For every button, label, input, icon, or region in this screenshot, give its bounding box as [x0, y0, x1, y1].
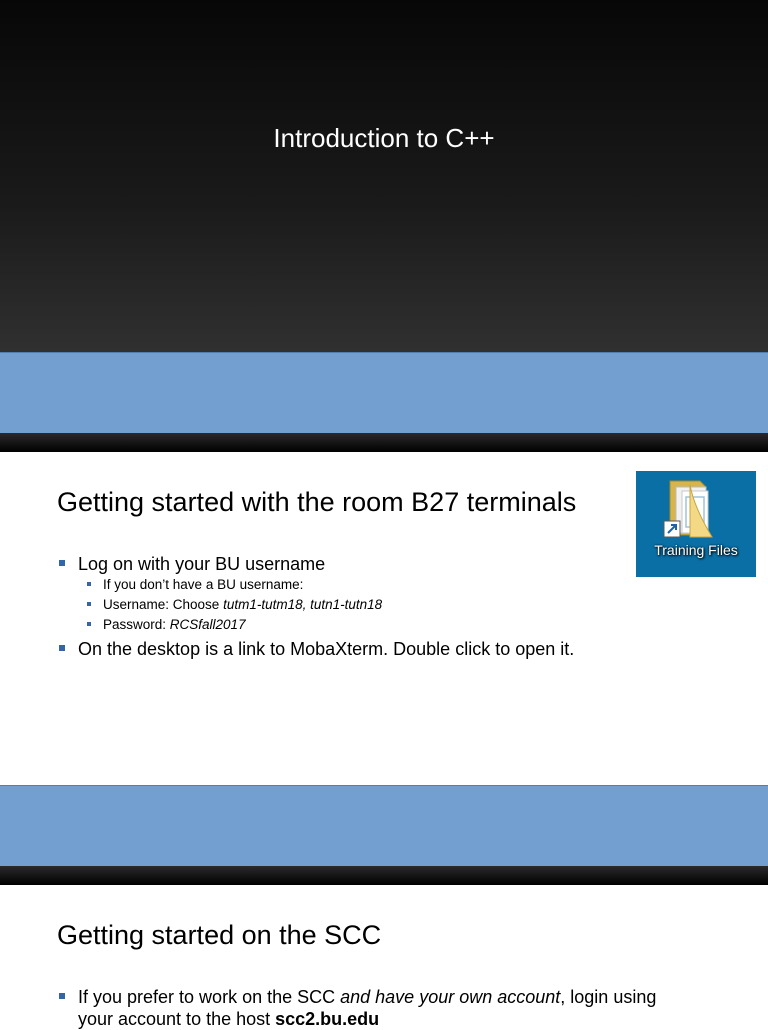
- shortcut-label: Training Files: [654, 542, 738, 558]
- slide-separator: [0, 433, 768, 452]
- list-item: Password: RCSfall2017: [57, 615, 574, 635]
- slide2-title: Getting started with the room B27 terminals: [57, 487, 577, 517]
- list-item: If you don’t have a BU username:: [57, 575, 574, 595]
- training-files-shortcut[interactable]: [636, 471, 756, 577]
- list-item: Log on with your BU username: [57, 553, 574, 575]
- list-item: If you prefer to work on the SCC and have your own account, login using: [57, 986, 656, 1008]
- slide-separator: [0, 866, 768, 885]
- slide3-title: Getting started on the SCC: [57, 920, 382, 950]
- slide2-bullet-list: [57, 553, 574, 660]
- folder-icon: [660, 477, 732, 541]
- slide3-bullet-list: [57, 986, 656, 1030]
- list-item-continuation: your account to the host scc2.bu.edu: [78, 1009, 380, 1029]
- list-item: On the desktop is a link to MobaXterm. Double click to open it.: [57, 638, 574, 660]
- presentation-title: Introduction to C++: [273, 123, 495, 153]
- slide-footer-band: [0, 352, 768, 433]
- slide-footer-band: [0, 785, 768, 866]
- list-item: Username: Choose tutm1-tutm18, tutn1-tutn18: [57, 595, 574, 615]
